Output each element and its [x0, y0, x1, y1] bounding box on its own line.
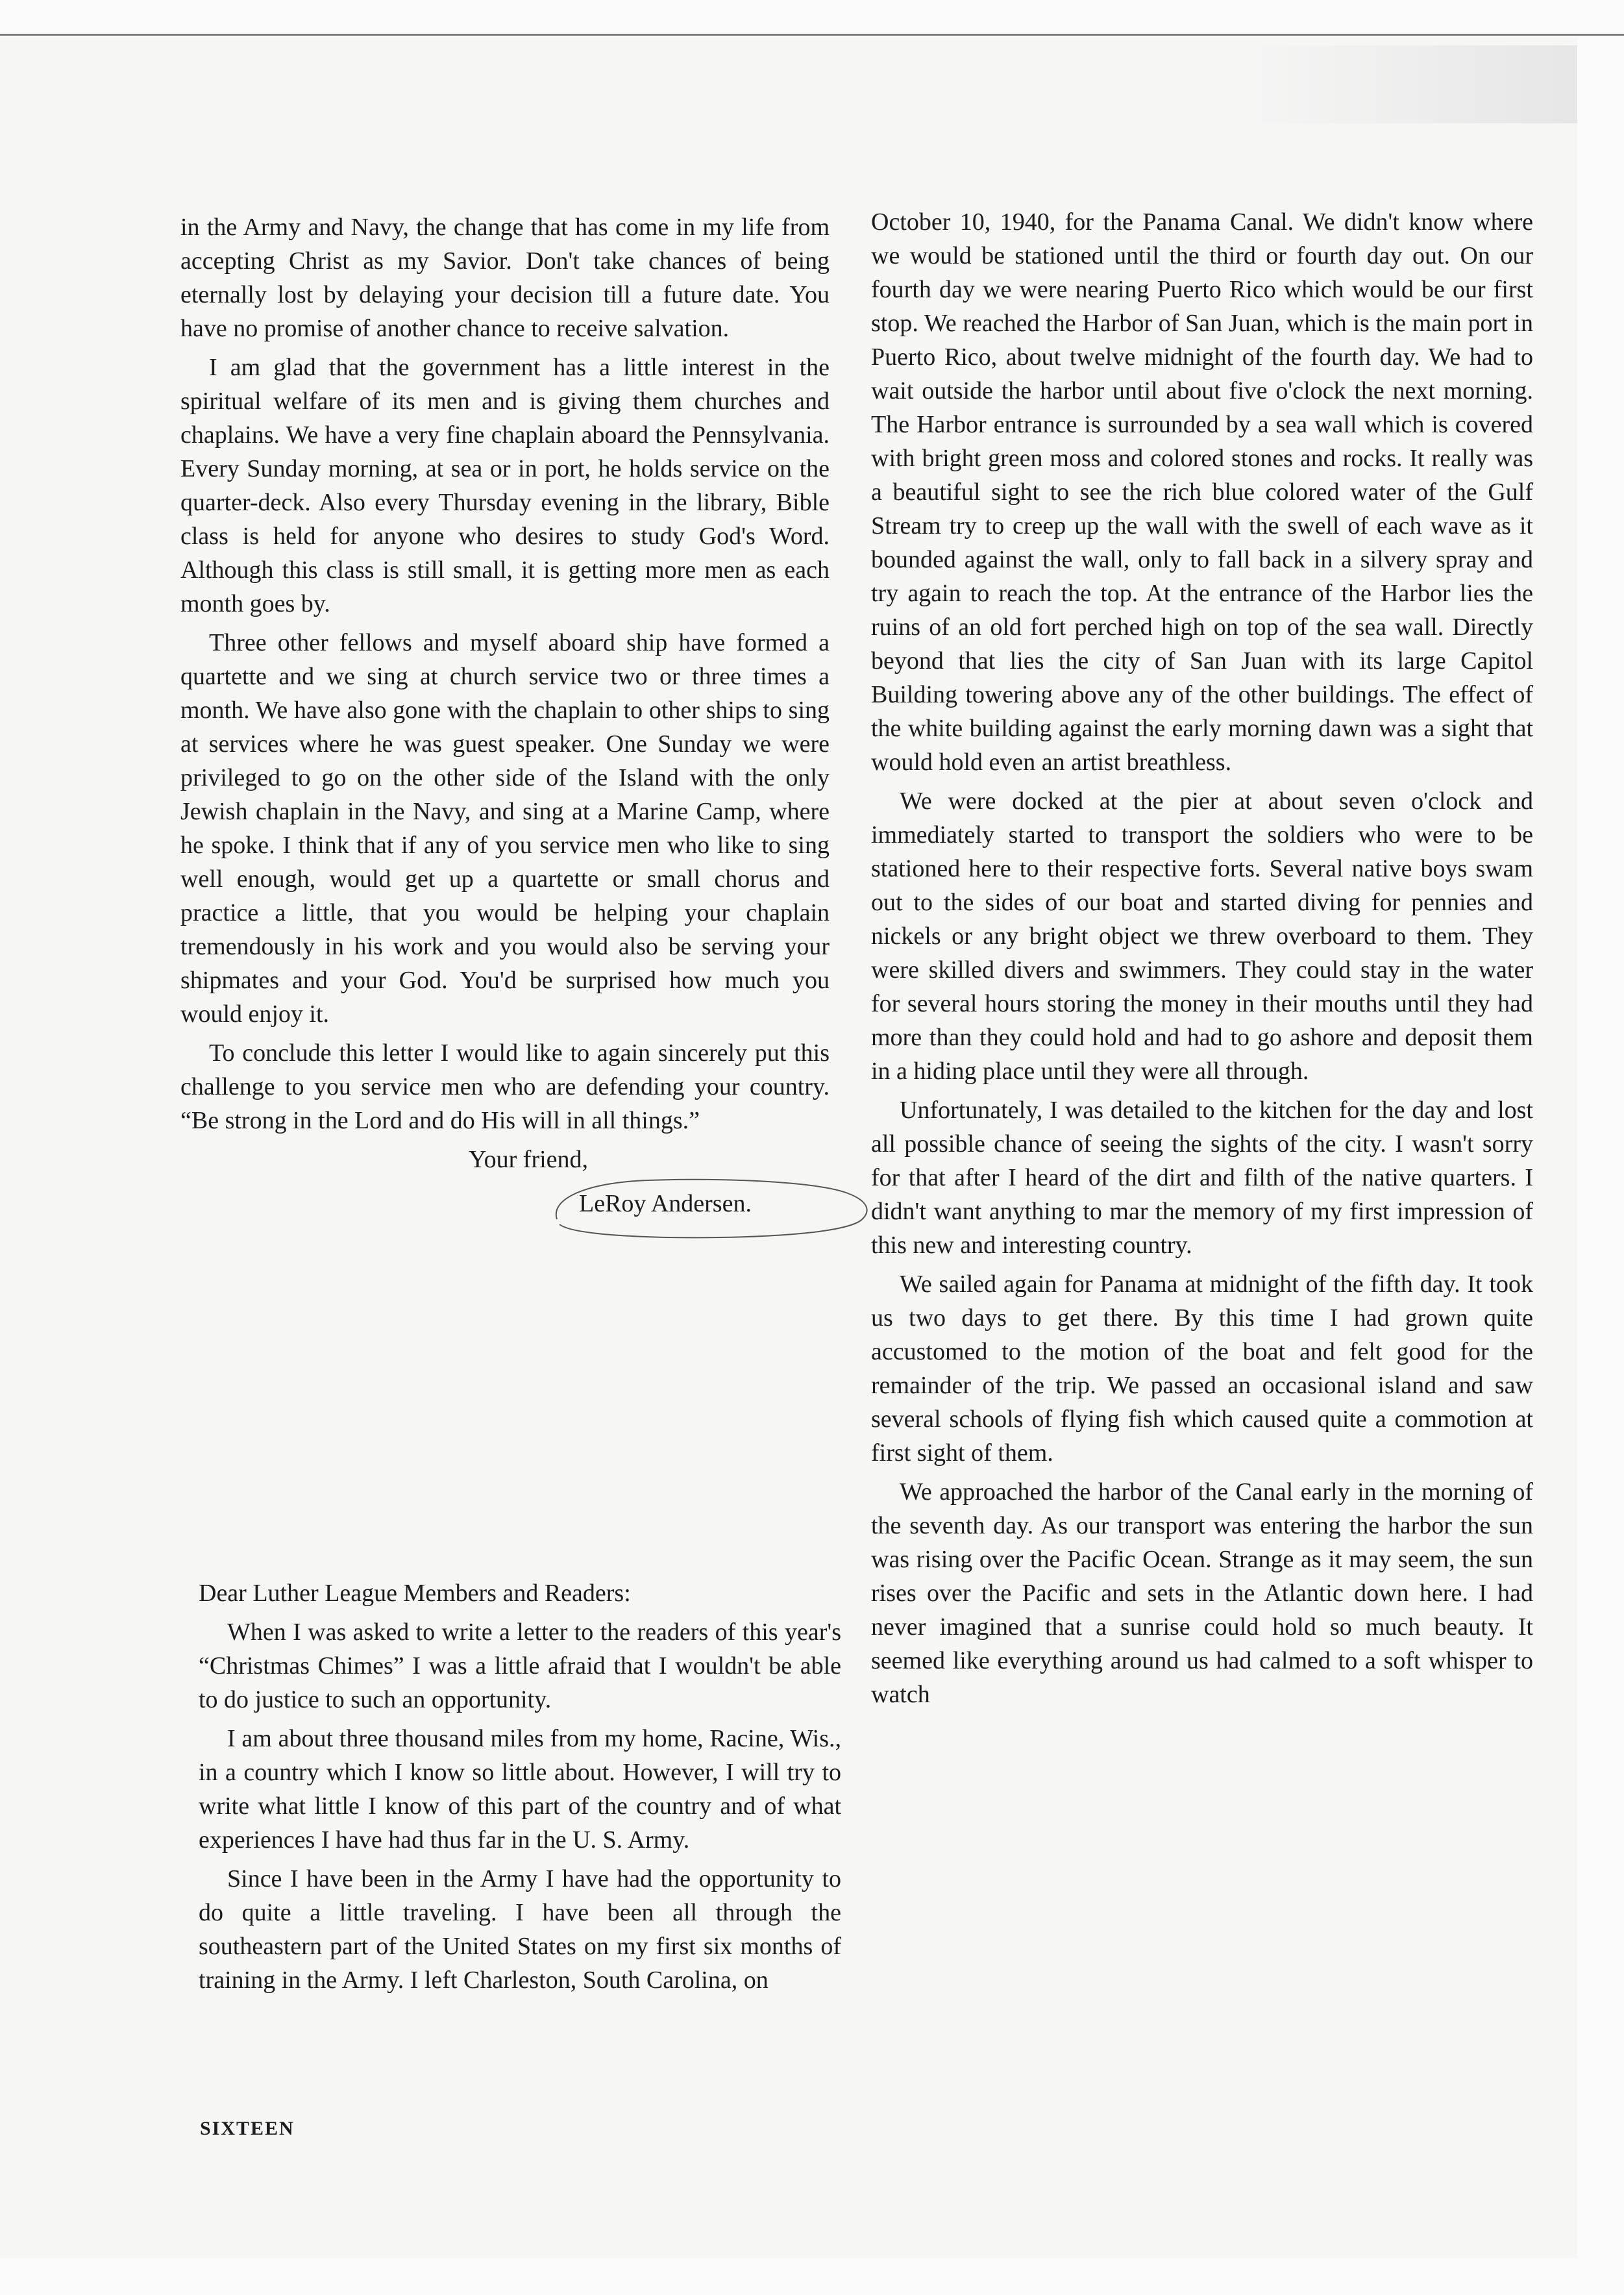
letter-one-paragraph: I am glad that the government has a little interest in the spiritual welfare of its men and is giving them churches and chaplains. We have a very fine chaplain aboard the Pennsylvania. Every Sunday morning, at sea or in port, he holds service on the quarter-deck. Also every Thursday evening in the library, Bible class is held for anyone who desires to study God's Word. Although this class is still small, it is getting more men as each month goes by.	[180, 354, 830, 617]
closing-salutation: Your friend,	[469, 1146, 589, 1173]
page-shadow	[1233, 45, 1577, 123]
letter-two-salutation: Dear Luther League Members and Readers:	[199, 1580, 631, 1607]
letter-two-paragraph: We approached the harbor of the Canal early in the morning of the seventh day. As our transport was entering the harbor the sun was rising over the Pacific Ocean. Strange as it may seem, the sun rises over the Pacific and sets in the Atlantic down here. I had never imagined that a sunrise could hold so much beauty. It seemed like everything around us had calmed to a soft whisper to watch	[871, 1478, 1533, 1708]
signature-name: LeRoy Andersen.	[579, 1190, 752, 1217]
letter-one-closing-block	[180, 1143, 830, 1231]
letter-two-paragraph: October 10, 1940, for the Panama Canal. We didn't know where we would be stationed until the third or fourth day out. On our fourth day we were nearing Puerto Rico which would be our first stop. We reached the Harbor of San Juan, which is the main port in Puerto Rico, about twelve midnight of the fourth day. We had to wait outside the harbor until about five o'clock the next morning. The Harbor entrance is surrounded by a sea wall which is covered with bright green moss and colored stones and rocks. It really was a beautiful sight to see the rich blue colored water of the Gulf Stream try to creep up the wall with the swell of each wave as it bounded against the wall, only to fall back in a silvery spray and try again to reach the top. At the entrance of the Harbor lies the ruins of an old fort perched high on top of the sea wall. Directly beyond that lies the city of San Juan with its large Capitol Building towering above any of the other buildings. The effect of the white building against the early morning dawn was a sight that would hold even an artist breathless.	[871, 208, 1533, 776]
signature-block	[563, 1185, 810, 1231]
letter-two-right-column	[871, 205, 1533, 1717]
scan-edge-rule	[0, 34, 1624, 36]
letter-one-paragraph: To conclude this letter I would like to again sincerely put this challenge to you service men who are defending your country. “Be strong in the Lord and do His will in all things.”	[180, 1039, 830, 1134]
letter-two-paragraph: I am about three thousand miles from my home, Racine, Wis., in a country which I know so little about. However, I will try to write what little I know of this part of the country and of what experiences I have had thus far in the U. S. Army.	[199, 1725, 841, 1854]
letter-two-paragraph: When I was asked to write a letter to the readers of this year's “Christmas Chimes” I was a little afraid that I wouldn't be able to do justice to such an opportunity.	[199, 1619, 841, 1713]
letter-one-paragraph: Three other fellows and myself aboard ship have formed a quartette and we sing at church service two or three times a month. We have also gone with the chaplain to other ships to sing at services where he was guest speaker. One Sunday we were privileged to go on the other side of the Island with the only Jewish chaplain in the Navy, and sing at a Marine Camp, where he spoke. I think that if any of you service men who like to sing well enough, would get up a quartette or small chorus and practice a little, that you would be helping your chaplain tremendously in his work and you would also be serving your shipmates and your God. You'd be surprised how much you would enjoy it.	[180, 629, 830, 1028]
letter-one-paragraph: in the Army and Navy, the change that has come in my life from accepting Christ as my Savior. Don't take chances of being eternally lost by delaying your decision till a future date. You have no promise of another chance to receive salvation.	[180, 214, 830, 342]
letter-two-paragraph: We sailed again for Panama at midnight of the fifth day. It took us two days to get there. By this time I had grown quite accustomed to the motion of the boat and felt good for the remainder of the trip. We passed an occasional island and saw several schools of flying fish which caused quite a commotion at first sight of them.	[871, 1271, 1533, 1467]
letter-two-paragraph: Unfortunately, I was detailed to the kitchen for the day and lost all possible chance of seeing the sights of the city. I wasn't sorry for that after I heard of the dirt and filth of the native quarters. I didn't want anything to mar the memory of my first impression of this new and interesting country.	[871, 1097, 1533, 1259]
page-number: SIXTEEN	[200, 2118, 295, 2139]
letter-two-paragraph: We were docked at the pier at about seven o'clock and immediately started to transport the soldiers who were to be stationed here to their respective forts. Several native boys swam out to the sides of our boat and started diving for pennies and nickels or any bright object we threw overboard to them. They were skilled divers and swimmers. They could stay in the water for several hours storing the money in their mouths until they had more than they could hold and had to go ashore and deposit them in a hiding place until they were all through.	[871, 788, 1533, 1085]
letter-two-left-column	[199, 1576, 841, 2002]
letter-two-paragraph: Since I have been in the Army I have had the opportunity to do quite a little traveling. I have been all through the southeastern part of the United States on my first six months of training in the Army. I left Charleston, South Carolina, on	[199, 1865, 841, 1994]
letter-one-column	[180, 210, 830, 1231]
